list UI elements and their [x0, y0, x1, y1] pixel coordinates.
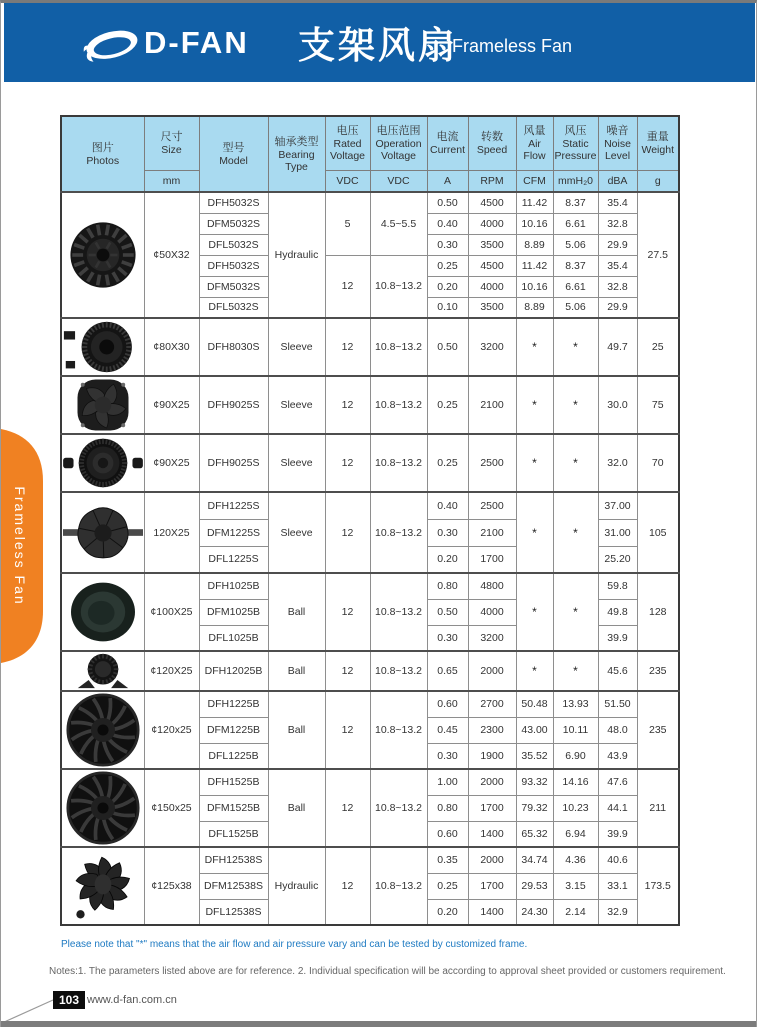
fan-photo [63, 320, 143, 374]
cell-static-pressure: 4.36 [553, 847, 598, 873]
cell-static-pressure: 6.61 [553, 276, 598, 297]
cell-model: DFH1225S [199, 492, 268, 519]
cell-model: DFL1225S [199, 546, 268, 573]
table-row [61, 192, 679, 213]
cell-size: ¢90X25 [144, 376, 199, 434]
cell-air-flow: 79.32 [516, 795, 553, 821]
cell-model: DFL5032S [199, 234, 268, 255]
cell-model: DFM1525B [199, 795, 268, 821]
cell-model: DFL12538S [199, 899, 268, 925]
column-header-weight: 重量 Weight [637, 116, 679, 170]
page-number-badge: 103 [53, 991, 85, 1009]
cell-noise: 39.9 [598, 625, 637, 651]
cell-noise: 44.1 [598, 795, 637, 821]
cell-photo [61, 651, 144, 691]
cell-air-flow: 65.32 [516, 821, 553, 847]
column-header-speed: 转数 Speed [468, 116, 516, 170]
cell-bearing: Ball [268, 769, 325, 847]
cell-rated-voltage: 12 [325, 318, 370, 376]
cell-static-pressure: * [553, 651, 598, 691]
cell-static-pressure: 5.06 [553, 234, 598, 255]
page-title-en: Frameless Fan [452, 36, 573, 56]
cell-speed: 3500 [468, 297, 516, 318]
cell-photo [61, 376, 144, 434]
cell-bearing: Ball [268, 651, 325, 691]
cell-size: ¢100X25 [144, 573, 199, 651]
cell-current: 0.35 [427, 847, 468, 873]
cell-operation-voltage: 4.5~5.5 [370, 192, 427, 255]
cell-noise: 33.1 [598, 873, 637, 899]
cell-noise: 30.0 [598, 376, 637, 434]
cell-model: DFH5032S [199, 192, 268, 213]
unit-noise: dBA [598, 170, 637, 192]
cell-bearing: Ball [268, 691, 325, 769]
cell-current: 0.25 [427, 873, 468, 899]
cell-weight: 173.5 [637, 847, 679, 925]
cell-air-flow: * [516, 573, 553, 651]
cell-model: DFH9025S [199, 376, 268, 434]
cell-current: 0.10 [427, 297, 468, 318]
table-row [61, 769, 679, 795]
side-tab-frameless-fan [1, 427, 47, 665]
cell-current: 0.30 [427, 234, 468, 255]
cell-size: ¢125x38 [144, 847, 199, 925]
unit-static-pressure: mmH₂0 [553, 170, 598, 192]
cell-speed: 3200 [468, 625, 516, 651]
cell-current: 0.20 [427, 276, 468, 297]
column-header-photos: 图片 Photos [61, 116, 144, 192]
cell-noise: 32.8 [598, 213, 637, 234]
cell-operation-voltage: 10.8~13.2 [370, 691, 427, 769]
column-header-rated-voltage: 电压 Rated Voltage [325, 116, 370, 170]
cell-current: 0.20 [427, 546, 468, 573]
cell-speed: 4000 [468, 276, 516, 297]
cell-current: 0.30 [427, 519, 468, 546]
cell-rated-voltage: 12 [325, 573, 370, 651]
fan-photo [71, 851, 135, 921]
cell-speed: 2700 [468, 691, 516, 717]
cell-model: DFH8030S [199, 318, 268, 376]
page-title-cn: 支架风扇 [298, 25, 458, 66]
cell-speed: 1700 [468, 873, 516, 899]
cell-noise: 29.9 [598, 297, 637, 318]
cell-speed: 2000 [468, 847, 516, 873]
cell-air-flow: 11.42 [516, 255, 553, 276]
cell-air-flow: 35.52 [516, 743, 553, 769]
cell-model: DFL1225B [199, 743, 268, 769]
cell-noise: 47.6 [598, 769, 637, 795]
fan-photo [66, 771, 140, 845]
cell-rated-voltage: 12 [325, 847, 370, 925]
cell-operation-voltage: 10.8~13.2 [370, 769, 427, 847]
fan-photo [63, 502, 143, 564]
cell-noise: 32.0 [598, 434, 637, 492]
cell-current: 0.25 [427, 376, 468, 434]
cell-air-flow: * [516, 318, 553, 376]
column-header-current: 电流 Current [427, 116, 468, 170]
cell-model: DFH12025B [199, 651, 268, 691]
column-header-operation-voltage: 电压范围 Operation Voltage [370, 116, 427, 170]
cell-weight: 25 [637, 318, 679, 376]
cell-noise: 29.9 [598, 234, 637, 255]
fan-swirl-logo-icon [82, 21, 140, 65]
cell-size: ¢80X30 [144, 318, 199, 376]
asterisk-note: Please note that "*" means that the air flow and air pressure vary and can be tested by customized frame. [61, 939, 528, 950]
cell-speed: 3200 [468, 318, 516, 376]
cell-current: 0.40 [427, 492, 468, 519]
column-header-static-pressure: 风压 Static Pressure [553, 116, 598, 170]
cell-photo [61, 847, 144, 925]
cell-noise: 35.4 [598, 255, 637, 276]
header-row-units [61, 170, 679, 192]
column-header-size: 尺寸 Size [144, 116, 199, 170]
cell-size: ¢50X32 [144, 192, 199, 318]
column-header-noise: 噪音 Noise Level [598, 116, 637, 170]
cell-weight: 105 [637, 492, 679, 573]
fan-photo [67, 580, 139, 644]
cell-model: DFL1025B [199, 625, 268, 651]
cell-speed: 2500 [468, 434, 516, 492]
cell-speed: 2100 [468, 519, 516, 546]
cell-size: ¢150x25 [144, 769, 199, 847]
cell-model: DFH9025S [199, 434, 268, 492]
cell-air-flow: 34.74 [516, 847, 553, 873]
cell-bearing: Ball [268, 573, 325, 651]
cell-noise: 49.8 [598, 599, 637, 625]
cell-air-flow: 24.30 [516, 899, 553, 925]
cell-noise: 51.50 [598, 691, 637, 717]
fan-photo [65, 217, 141, 293]
table-row [61, 376, 679, 434]
cell-noise: 59.8 [598, 573, 637, 599]
table-row [61, 847, 679, 873]
cell-operation-voltage: 10.8~13.2 [370, 434, 427, 492]
header-row-labels [61, 116, 679, 170]
cell-static-pressure: 8.37 [553, 192, 598, 213]
table-row [61, 492, 679, 519]
cell-static-pressure: 6.94 [553, 821, 598, 847]
cell-static-pressure: 5.06 [553, 297, 598, 318]
cell-speed: 2000 [468, 769, 516, 795]
cell-speed: 4000 [468, 599, 516, 625]
table-row [61, 434, 679, 492]
cell-speed: 4500 [468, 255, 516, 276]
cell-bearing: Sleeve [268, 492, 325, 573]
cell-speed: 1700 [468, 795, 516, 821]
cell-air-flow: * [516, 434, 553, 492]
cell-size: ¢120X25 [144, 651, 199, 691]
cell-current: 0.80 [427, 795, 468, 821]
brand-logo [82, 3, 249, 82]
cell-current: 0.25 [427, 434, 468, 492]
cell-static-pressure: * [553, 492, 598, 573]
cell-bearing: Hydraulic [268, 847, 325, 925]
cell-model: DFL5032S [199, 297, 268, 318]
cell-size: 120X25 [144, 492, 199, 573]
cell-rated-voltage: 12 [325, 434, 370, 492]
cell-operation-voltage: 10.8~13.2 [370, 492, 427, 573]
cell-size: ¢120x25 [144, 691, 199, 769]
cell-noise: 43.9 [598, 743, 637, 769]
fan-photo [62, 437, 144, 489]
cell-air-flow: * [516, 651, 553, 691]
cell-photo [61, 573, 144, 651]
cell-speed: 2000 [468, 651, 516, 691]
fan-photo [76, 378, 130, 432]
unit-current: A [427, 170, 468, 192]
cell-model: DFM1225B [199, 717, 268, 743]
logo-text: D-FAN [144, 24, 249, 60]
cell-speed: 4500 [468, 192, 516, 213]
table-row [61, 318, 679, 376]
cell-rated-voltage: 12 [325, 376, 370, 434]
cell-current: 1.00 [427, 769, 468, 795]
table-row [61, 691, 679, 717]
cell-current: 0.50 [427, 318, 468, 376]
cell-current: 0.45 [427, 717, 468, 743]
cell-bearing: Hydraulic [268, 192, 325, 318]
cell-static-pressure: * [553, 376, 598, 434]
cell-weight: 211 [637, 769, 679, 847]
cell-rated-voltage: 12 [325, 651, 370, 691]
side-tab-label: Frameless Fan [12, 486, 28, 606]
cell-air-flow: 8.89 [516, 234, 553, 255]
cell-speed: 3500 [468, 234, 516, 255]
cell-static-pressure: 10.23 [553, 795, 598, 821]
cell-current: 0.60 [427, 821, 468, 847]
table-row [61, 651, 679, 691]
cell-operation-voltage: 10.8~13.2 [370, 255, 427, 318]
unit-air-flow: CFM [516, 170, 553, 192]
cell-current: 0.30 [427, 625, 468, 651]
cell-rated-voltage: 12 [325, 769, 370, 847]
cell-static-pressure: 2.14 [553, 899, 598, 925]
cell-noise: 32.8 [598, 276, 637, 297]
cell-size: ¢90X25 [144, 434, 199, 492]
cell-static-pressure: 6.61 [553, 213, 598, 234]
cell-current: 0.25 [427, 255, 468, 276]
cell-rated-voltage: 12 [325, 492, 370, 573]
cell-air-flow: 43.00 [516, 717, 553, 743]
cell-noise: 37.00 [598, 492, 637, 519]
cell-static-pressure: 13.93 [553, 691, 598, 717]
cell-current: 0.40 [427, 213, 468, 234]
cell-speed: 2100 [468, 376, 516, 434]
fan-photo [70, 653, 136, 689]
cell-current: 0.20 [427, 899, 468, 925]
cell-rated-voltage: 12 [325, 691, 370, 769]
cell-current: 0.60 [427, 691, 468, 717]
cell-rated-voltage: 12 [325, 255, 370, 318]
cell-operation-voltage: 10.8~13.2 [370, 651, 427, 691]
cell-air-flow: * [516, 492, 553, 573]
cell-speed: 2500 [468, 492, 516, 519]
cell-noise: 25.20 [598, 546, 637, 573]
cell-noise: 40.6 [598, 847, 637, 873]
cell-operation-voltage: 10.8~13.2 [370, 573, 427, 651]
cell-speed: 4800 [468, 573, 516, 599]
cell-current: 0.30 [427, 743, 468, 769]
cell-photo [61, 434, 144, 492]
cell-static-pressure: 8.37 [553, 255, 598, 276]
cell-air-flow: 8.89 [516, 297, 553, 318]
column-header-model: 型号 Model [199, 116, 268, 192]
cell-air-flow: 29.53 [516, 873, 553, 899]
unit-weight: g [637, 170, 679, 192]
cell-photo [61, 691, 144, 769]
cell-speed: 2300 [468, 717, 516, 743]
cell-speed: 1900 [468, 743, 516, 769]
cell-static-pressure: 3.15 [553, 873, 598, 899]
cell-speed: 1400 [468, 899, 516, 925]
cell-weight: 70 [637, 434, 679, 492]
cell-noise: 32.9 [598, 899, 637, 925]
cell-bearing: Sleeve [268, 376, 325, 434]
table-row [61, 573, 679, 599]
notes-line: Notes:1. The parameters listed above are for reference. 2. Individual specification will be according to approval sheet provided or customers requirement. [49, 966, 726, 977]
cell-current: 0.65 [427, 651, 468, 691]
cell-noise: 45.6 [598, 651, 637, 691]
column-header-air-flow: 风量 Air Flow [516, 116, 553, 170]
fan-photo [66, 693, 140, 767]
unit-size: mm [144, 170, 199, 192]
cell-noise: 49.7 [598, 318, 637, 376]
cell-static-pressure: * [553, 573, 598, 651]
cell-air-flow: 10.16 [516, 276, 553, 297]
cell-weight: 128 [637, 573, 679, 651]
cell-noise: 35.4 [598, 192, 637, 213]
cell-air-flow: 10.16 [516, 213, 553, 234]
cell-photo [61, 492, 144, 573]
cell-model: DFM12538S [199, 873, 268, 899]
cell-noise: 31.00 [598, 519, 637, 546]
cell-weight: 235 [637, 691, 679, 769]
cell-current: 0.80 [427, 573, 468, 599]
cell-current: 0.50 [427, 599, 468, 625]
cell-air-flow: 50.48 [516, 691, 553, 717]
cell-static-pressure: * [553, 434, 598, 492]
cell-bearing: Sleeve [268, 434, 325, 492]
cell-photo [61, 769, 144, 847]
cell-weight: 75 [637, 376, 679, 434]
cell-noise: 39.9 [598, 821, 637, 847]
unit-rated-voltage: VDC [325, 170, 370, 192]
cell-model: DFH12538S [199, 847, 268, 873]
unit-operation-voltage: VDC [370, 170, 427, 192]
cell-model: DFH1025B [199, 573, 268, 599]
cell-operation-voltage: 10.8~13.2 [370, 847, 427, 925]
cell-photo [61, 192, 144, 318]
bottom-bar [1, 1021, 756, 1027]
cell-model: DFL1525B [199, 821, 268, 847]
cell-rated-voltage: 5 [325, 192, 370, 255]
cell-air-flow: * [516, 376, 553, 434]
cell-model: DFM1225S [199, 519, 268, 546]
cell-operation-voltage: 10.8~13.2 [370, 376, 427, 434]
cell-operation-voltage: 10.8~13.2 [370, 318, 427, 376]
cell-static-pressure: 10.11 [553, 717, 598, 743]
cell-air-flow: 11.42 [516, 192, 553, 213]
unit-speed: RPM [468, 170, 516, 192]
cell-air-flow: 93.32 [516, 769, 553, 795]
website-link[interactable]: www.d-fan.com.cn [87, 994, 177, 1006]
cell-model: DFM1025B [199, 599, 268, 625]
cell-bearing: Sleeve [268, 318, 325, 376]
cell-static-pressure: 14.16 [553, 769, 598, 795]
cell-current: 0.50 [427, 192, 468, 213]
cell-speed: 1400 [468, 821, 516, 847]
cell-speed: 4000 [468, 213, 516, 234]
cell-model: DFH1225B [199, 691, 268, 717]
cell-model: DFH5032S [199, 255, 268, 276]
cell-model: DFH1525B [199, 769, 268, 795]
cell-noise: 48.0 [598, 717, 637, 743]
cell-static-pressure: * [553, 318, 598, 376]
cell-speed: 1700 [468, 546, 516, 573]
cell-model: DFM5032S [199, 213, 268, 234]
header-banner [4, 3, 755, 82]
cell-static-pressure: 6.90 [553, 743, 598, 769]
cell-weight: 27.5 [637, 192, 679, 318]
table-header [61, 116, 679, 192]
cell-photo [61, 318, 144, 376]
spec-table [60, 115, 680, 926]
cell-model: DFM5032S [199, 276, 268, 297]
column-header-bearing: 轴承类型 Bearing Type [268, 116, 325, 192]
table-body [61, 192, 679, 925]
cell-weight: 235 [637, 651, 679, 691]
